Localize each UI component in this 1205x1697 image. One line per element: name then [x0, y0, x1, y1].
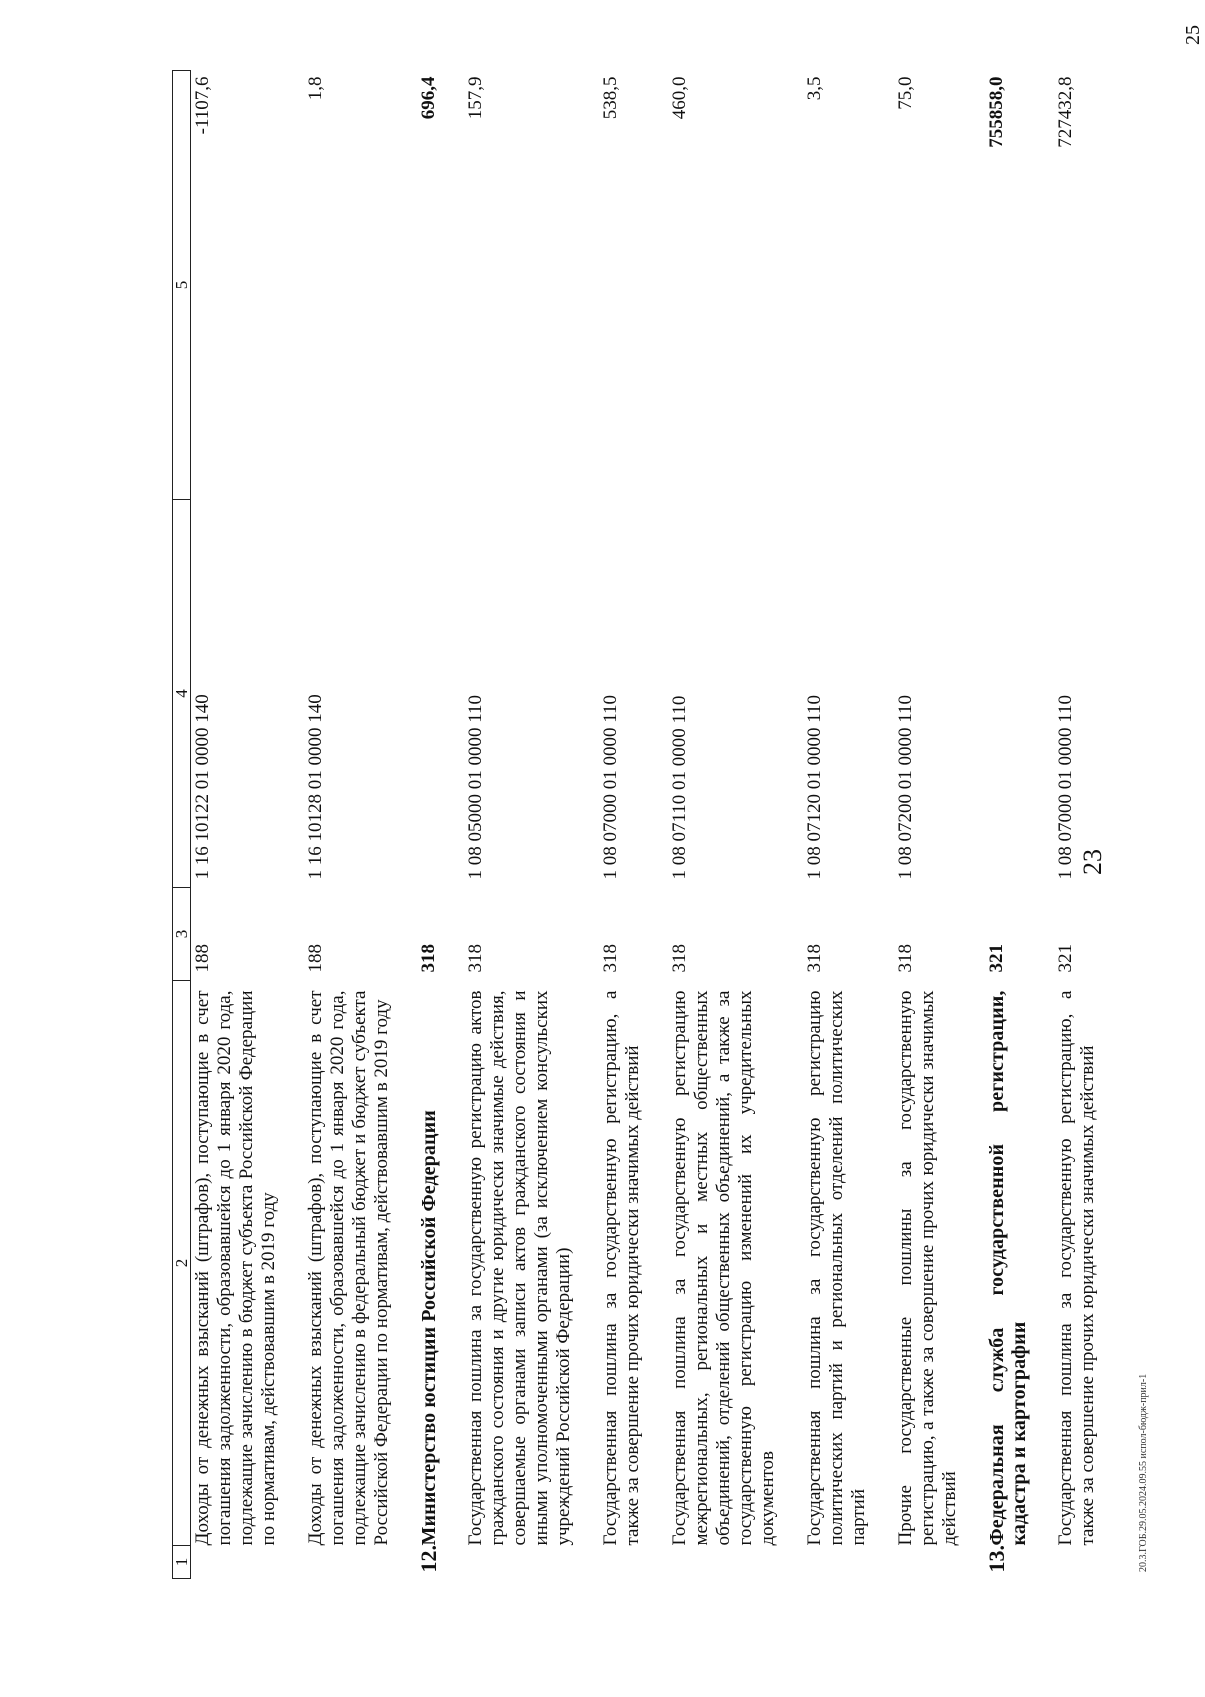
section-title: Министерство юстиции Российской Федерации: [418, 1110, 440, 1546]
budget-code: 1 08 05000 01 0000 110: [465, 694, 486, 880]
row-number: [304, 1546, 417, 1579]
budget-code: [985, 500, 1054, 888]
amount: 538,5: [600, 76, 621, 120]
column-number-row: [173, 71, 191, 1579]
revenue-name: Государственная пошлина за государственную регистрацию, а также за совершение прочих юридически значимых действий: [1055, 990, 1098, 1546]
revenue-table-container: [172, 71, 1123, 1579]
admin-code: 318: [804, 944, 825, 973]
admin-code: 318: [465, 944, 486, 973]
col-header-4: 4: [173, 500, 191, 888]
section-row-ministry-of-justice: [417, 71, 464, 1579]
table-row: [191, 71, 305, 1579]
budget-code: 1 08 07000 01 0000 110: [1055, 694, 1076, 880]
section-total: 696,4: [418, 76, 439, 120]
page-number: 23: [1078, 849, 1107, 875]
amount: 157,9: [465, 76, 486, 120]
budget-code: 1 08 07110 01 0000 110: [669, 695, 690, 880]
section-number: 12.: [416, 1545, 441, 1573]
row-number: [191, 1546, 305, 1579]
corner-page-number: 25: [1182, 25, 1204, 45]
admin-code: 188: [305, 944, 326, 973]
row-number: [464, 1546, 599, 1579]
budget-code: 1 08 07120 01 0000 110: [804, 694, 825, 880]
row-number: [668, 1546, 803, 1579]
col-header-2: 2: [173, 981, 191, 1546]
admin-code: 318: [600, 944, 621, 973]
row-number: [599, 1546, 668, 1579]
table-row: [1054, 71, 1123, 1579]
budget-code: 1 16 10128 01 0000 140: [305, 694, 326, 880]
budget-code: 1 08 07200 01 0000 110: [895, 694, 916, 880]
section-title: Федеральная служба государственной регистрации, кадастра и картографии: [986, 990, 1030, 1546]
revenue-name: Государственная пошлина за государственную регистрацию политических партий и региональных отделений политических партий: [804, 990, 869, 1546]
amount: 1,8: [305, 76, 326, 101]
revenue-name: Государственная пошлина за государственную регистрацию межрегиональных, региональных и местных общественных объединений, отделений общественных объединений, а также за государственную регистрацию изменений их учредительных документов: [669, 990, 778, 1546]
revenue-name: Доходы от денежных взысканий (штрафов), поступающие в счет погашения задолженности, образовавшейся до 1 января 2020 года, подлежащие зачислению в федеральный бюджет и бюджет субъекта Российской Федерации по нормативам, действовавшим в 2019 году: [305, 990, 392, 1546]
table-row: [464, 71, 599, 1579]
budget-code: [417, 500, 464, 888]
section-number: 13.: [984, 1545, 1009, 1573]
admin-code: 318: [669, 944, 690, 973]
table-row: [668, 71, 803, 1579]
revenue-name: Государственная пошлина за государственную регистрацию актов гражданского состояния и другие юридически значимые действия, совершаемые органами записи актов гражданского состояния и иными уполномоченными органами (за исключением консульских учреждений Российской Федерации): [465, 990, 574, 1546]
admin-code: 321: [1055, 944, 1076, 973]
admin-code: 188: [192, 944, 213, 973]
admin-code: 321: [986, 944, 1007, 973]
revenue-name: Доходы от денежных взысканий (штрафов), поступающие в счет погашения задолженности, образовавшейся до 1 января 2020 года, подлежащие зачислению в бюджет субъекта Российской Федерации по нормативам, действовавшим в 2019 году: [192, 990, 279, 1546]
revenue-name: Государственная пошлина за государственную регистрацию, а также за совершение прочих юридически значимых действий: [600, 990, 643, 1546]
section-total: 755858,0: [986, 76, 1007, 148]
amount: 3,5: [804, 76, 825, 101]
revenue-table: [172, 70, 1123, 1579]
budget-code: 1 08 07000 01 0000 110: [600, 694, 621, 880]
row-number: [894, 1546, 985, 1579]
col-header-5: 5: [173, 71, 191, 500]
col-header-1: 1: [173, 1546, 191, 1579]
amount: -1107,6: [192, 76, 213, 135]
table-row: [599, 71, 668, 1579]
row-number: [803, 1546, 894, 1579]
amount: 75,0: [895, 76, 916, 110]
revenue-name: Прочие государственные пошлины за государственную регистрацию, а также за совершение прочих юридически значимых действий: [895, 990, 960, 1546]
admin-code: 318: [418, 944, 439, 973]
amount: 460,0: [669, 76, 690, 120]
amount: 727432,8: [1055, 76, 1076, 148]
budget-code: 1 16 10122 01 0000 140: [192, 694, 213, 880]
row-number: [1054, 1546, 1123, 1579]
col-header-3: 3: [173, 888, 191, 981]
table-row: [304, 71, 417, 1579]
table-row: [894, 71, 985, 1579]
admin-code: 318: [895, 944, 916, 973]
footer-note: 20.3.ГОБ.29.05.2024.09.55 испол-бюдж-прил-1: [1138, 1373, 1149, 1572]
table-row: [803, 71, 894, 1579]
section-row-rosreestr: [985, 71, 1054, 1579]
